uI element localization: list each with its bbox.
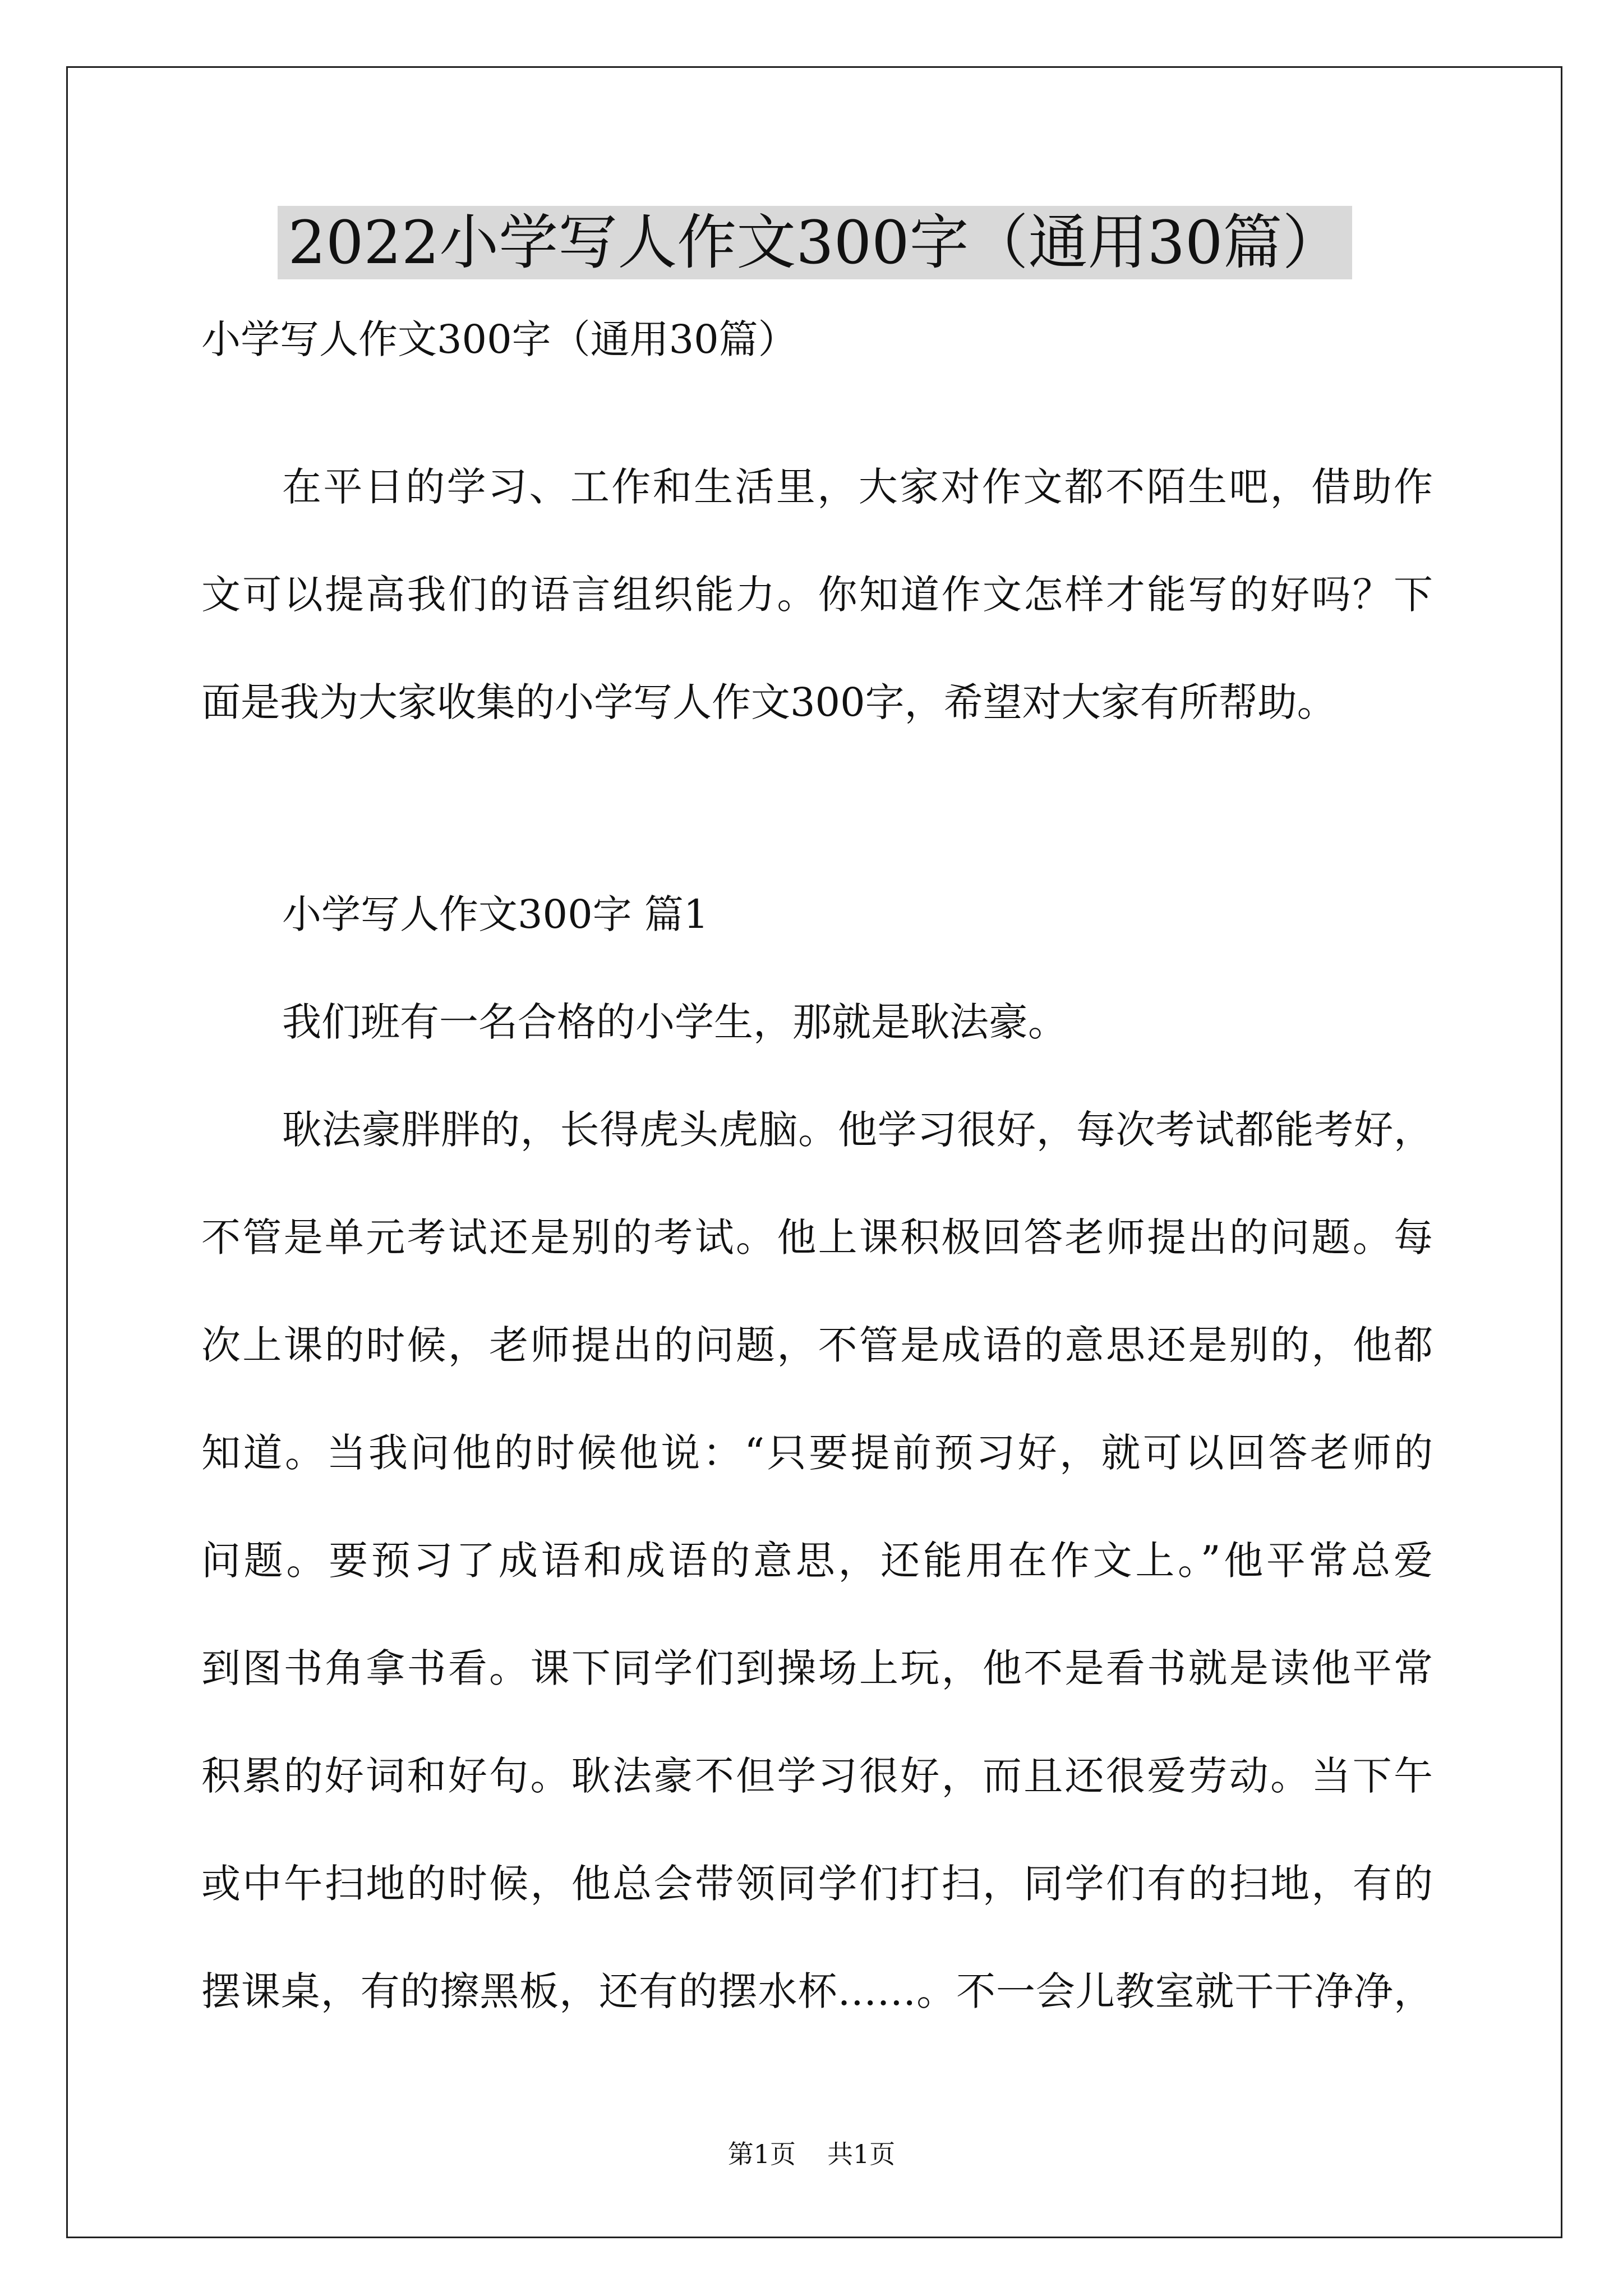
- paragraph-line: 积累的好词和好句。耿法豪不但学习很好，而且还很爱劳动。当下午: [201, 1753, 1433, 1799]
- body-paragraph: [201, 968, 1433, 1076]
- page-number-total: 共1页: [827, 2139, 896, 2169]
- subtitle-text: 小学写人作文300字（通用30篇）: [201, 316, 797, 362]
- paragraph-line: 在平日的学习、工作和生活里，大家对作文都不陌生吧，借助作: [282, 464, 1433, 510]
- paragraph-line: 次上课的时候，老师提出的问题，不管是成语的意思还是别的，他都: [201, 1322, 1433, 1368]
- page-footer: [0, 2137, 1623, 2171]
- paragraph-line: 知道。当我问他的时候他说：“只要提前预习好，就可以回答老师的: [201, 1430, 1433, 1476]
- paragraph-line: 我们班有一名合格的小学生，那就是耿法豪。: [282, 999, 1067, 1045]
- paragraph-line: 文可以提高我们的语言组织能力。你知道作文怎样才能写的好吗？下: [201, 572, 1433, 618]
- paragraph-line: 摆课桌，有的擦黑板，还有的摆水杯……。不一会儿教室就干干净净，: [201, 1968, 1433, 2014]
- section-heading-text: 小学写人作文300字 篇1: [282, 891, 709, 937]
- paragraph-line: 耿法豪胖胖的，长得虎头虎脑。他学习很好，每次考试都能考好，: [282, 1107, 1433, 1153]
- document-title: 2022小学写人作文300字（通用30篇）: [278, 206, 1352, 279]
- paragraph-line: 到图书角拿书看。课下同学们到操场上玩，他不是看书就是读他平常: [201, 1645, 1433, 1691]
- document-subtitle: [201, 286, 1433, 393]
- body-paragraph: [201, 1076, 1433, 2045]
- intro-paragraph: [201, 433, 1433, 756]
- paragraph-line: 不管是单元考试还是别的考试。他上课积极回答老师提出的问题。每: [201, 1214, 1433, 1260]
- paragraph-line: 问题。要预习了成语和成语的意思，还能用在作文上。”他平常总爱: [201, 1538, 1433, 1584]
- paragraph-line: 或中午扫地的时候，他总会带领同学们打扫，同学们有的扫地，有的: [201, 1861, 1433, 1907]
- page-number-current: 第1页: [727, 2139, 796, 2169]
- section-heading: [201, 861, 1433, 968]
- paragraph-line: 面是我为大家收集的小学写人作文300字，希望对大家有所帮助。: [201, 679, 1336, 725]
